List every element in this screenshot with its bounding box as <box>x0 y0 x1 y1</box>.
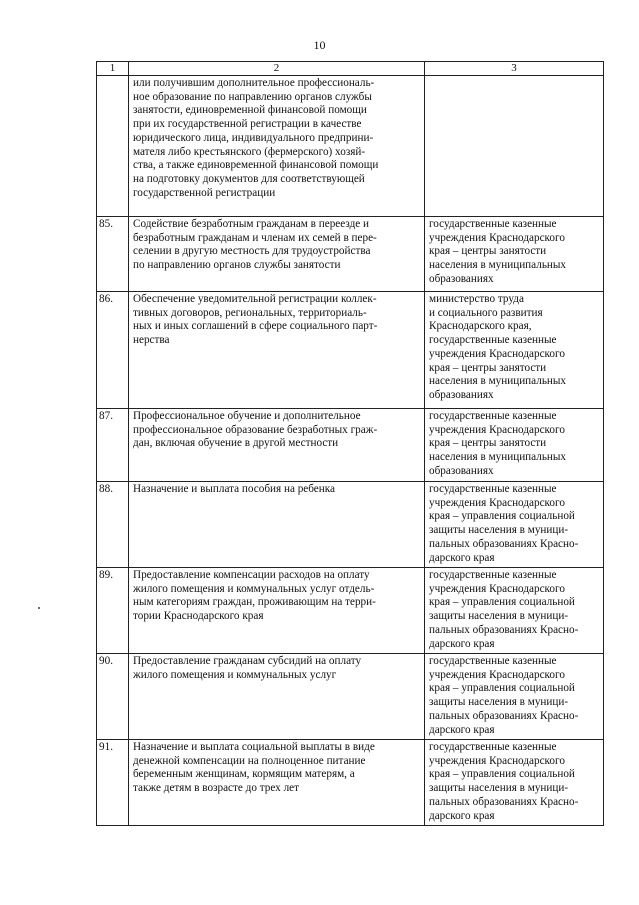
provider-line: защиты населения в муници- <box>429 696 569 709</box>
service-name-line: по направлению органов службы занятости <box>133 259 341 272</box>
service-name-line: тивных договоров, региональных, территориаль- <box>133 306 367 319</box>
header-row <box>97 62 604 76</box>
row-number: 90. <box>97 654 129 740</box>
row-number <box>97 76 129 217</box>
service-name-line: безработным гражданам и членам их семей в пере- <box>133 231 377 244</box>
provider-line: государственные казенные <box>429 483 557 495</box>
service-name-cell <box>129 409 425 482</box>
provider-line: образованиях <box>429 388 494 401</box>
service-name-cell <box>129 740 425 826</box>
service-name-line: занятости, единовременной финансовой помощи <box>133 104 367 117</box>
table-row <box>97 217 604 292</box>
provider-line: края – управления социальной <box>429 768 575 781</box>
service-name-line: при их государственной регистрации в качестве <box>133 118 362 131</box>
provider-line: учреждения Краснодарского <box>429 496 565 509</box>
provider-line: государственные казенные <box>429 218 557 230</box>
provider-line: учреждения Краснодарского <box>429 582 565 595</box>
provider-line: государственные казенные <box>429 741 557 753</box>
provider-cell <box>425 76 604 217</box>
provider-line: защиты населения в муници- <box>429 524 569 537</box>
provider-line: и социального развития <box>429 306 543 319</box>
service-name-line: селении в другую местность для трудоустройства <box>133 245 371 258</box>
provider-line: дарского края <box>429 723 495 736</box>
header-col-1: 1 <box>97 62 129 76</box>
provider-line: края – управления социальной <box>429 510 575 523</box>
service-name-cell <box>129 292 425 409</box>
row-number: 86. <box>97 292 129 409</box>
service-name-line: Предоставление компенсации расходов на оплату <box>133 569 370 581</box>
provider-line: края – центры занятости <box>429 437 547 450</box>
service-name-line: Обеспечение уведомительной регистрации коллек- <box>133 293 377 305</box>
provider-line: края – управления социальной <box>429 682 575 695</box>
provider-line: края – центры занятости <box>429 245 547 258</box>
services-table <box>96 61 604 826</box>
row-number: 88. <box>97 482 129 568</box>
service-name-line: беременным женщинам, кормящим матерям, а <box>133 768 355 781</box>
service-name-line: профессиональное образование безработных граж- <box>133 423 378 436</box>
provider-line: государственные казенные <box>429 655 557 667</box>
service-name-line: тории Краснодарского края <box>133 610 264 623</box>
service-name-line: мателя либо крестьянского (фермерского) хозяй- <box>133 145 366 158</box>
provider-cell <box>425 292 604 409</box>
row-number: 87. <box>97 409 129 482</box>
table-row <box>97 482 604 568</box>
table-row <box>97 409 604 482</box>
service-name-line: жилого помещения и коммунальных услуг отдель- <box>133 582 375 595</box>
header-col-3: 3 <box>425 62 604 76</box>
provider-cell <box>425 568 604 654</box>
provider-line: края – управления социальной <box>429 596 575 609</box>
provider-cell <box>425 654 604 740</box>
service-name-line: на подготовку документов для соответствующей <box>133 172 365 185</box>
provider-line: пальных образованиях Красно- <box>429 709 579 722</box>
provider-line: защиты населения в муници- <box>429 782 569 795</box>
table-row <box>97 654 604 740</box>
service-name-line: Назначение и выплата пособия на ребенка <box>133 483 335 495</box>
service-name-line: дан, включая обучение в другой местности <box>133 437 339 450</box>
provider-line: дарского края <box>429 637 495 650</box>
table-row <box>97 740 604 826</box>
provider-cell <box>425 409 604 482</box>
provider-line: пальных образованиях Красно- <box>429 623 579 636</box>
provider-line: учреждения Краснодарского <box>429 231 565 244</box>
provider-line: министерство труда <box>429 293 524 305</box>
service-name-line: Предоставление гражданам субсидий на оплату <box>133 655 362 667</box>
provider-line: государственные казенные <box>429 410 557 422</box>
provider-line: учреждения Краснодарского <box>429 754 565 767</box>
provider-line: государственные казенные <box>429 334 557 347</box>
provider-line: дарского края <box>429 551 495 564</box>
provider-line: образованиях <box>429 272 494 285</box>
provider-cell <box>425 217 604 292</box>
provider-line: образованиях <box>429 464 494 477</box>
service-name-cell <box>129 217 425 292</box>
service-name-line: или получившим дополнительное профессиональ- <box>133 77 375 89</box>
service-name-line: также детям в возрасте до трех лет <box>133 782 300 795</box>
provider-line: пальных образованиях Красно- <box>429 795 579 808</box>
provider-line: учреждения Краснодарского <box>429 668 565 681</box>
service-name-line: ное образование по направлению органов службы <box>133 90 372 103</box>
row-number: 89. <box>97 568 129 654</box>
service-name-cell <box>129 76 425 217</box>
row-number: 91. <box>97 740 129 826</box>
table-row <box>97 292 604 409</box>
provider-line: учреждения Краснодарского <box>429 423 565 436</box>
provider-line: дарского края <box>429 809 495 822</box>
service-name-line: ных и иных соглашений в сфере социального парт- <box>133 320 378 333</box>
page-number: 10 <box>313 38 326 52</box>
service-name-line: Назначение и выплата социальной выплаты в виде <box>133 741 375 753</box>
service-name-cell <box>129 568 425 654</box>
provider-line: населения в муниципальных <box>429 451 567 464</box>
provider-line: населения в муниципальных <box>429 259 567 272</box>
service-name-line: денежной компенсации на полноценное питание <box>133 754 366 767</box>
header-col-2: 2 <box>129 62 425 76</box>
service-name-line: государственной регистрации <box>133 186 276 199</box>
provider-line: учреждения Краснодарского <box>429 347 565 360</box>
table-row <box>97 568 604 654</box>
provider-cell <box>425 740 604 826</box>
provider-cell <box>425 482 604 568</box>
service-name-cell <box>129 482 425 568</box>
provider-line: Краснодарского края, <box>429 320 532 333</box>
service-name-line: ства, а также единовременной финансовой помощи <box>133 159 379 172</box>
provider-line: пальных образованиях Красно- <box>429 537 579 550</box>
service-name-line: нерства <box>133 334 170 347</box>
service-name-line: Содействие безработным гражданам в переезде и <box>133 218 370 230</box>
table-row <box>97 76 604 217</box>
provider-line: населения в муниципальных <box>429 375 567 388</box>
service-name-line: Профессиональное обучение и дополнительное <box>133 410 361 422</box>
service-name-line: жилого помещения и коммунальных услуг <box>133 668 337 681</box>
provider-line: защиты населения в муници- <box>429 610 569 623</box>
service-name-line: ным категориям граждан, проживающим на терри- <box>133 596 376 609</box>
provider-line: государственные казенные <box>429 569 557 581</box>
provider-line: края – центры занятости <box>429 361 547 374</box>
row-number: 85. <box>97 217 129 292</box>
service-name-cell <box>129 654 425 740</box>
scan-speck <box>38 607 40 609</box>
service-name-line: юридического лица, индивидуального предприни- <box>133 131 374 144</box>
